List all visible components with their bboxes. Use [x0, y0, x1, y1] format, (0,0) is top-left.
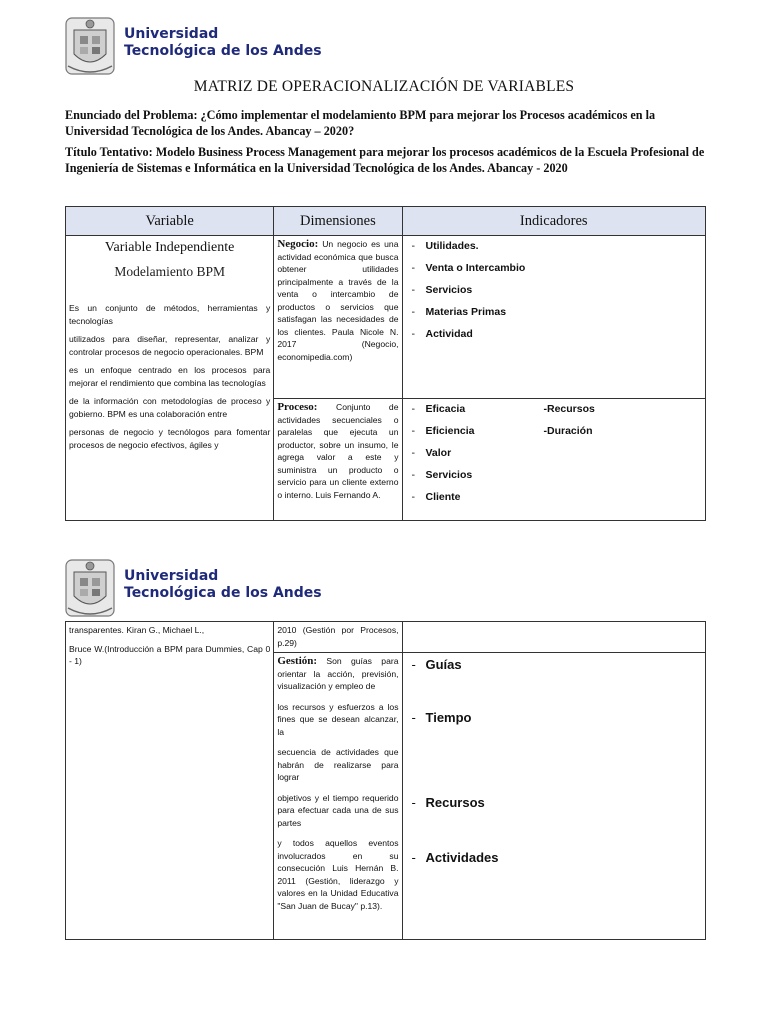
gestion-part: secuencia de actividades que habrán de realizarse para lograr — [277, 747, 399, 782]
indicator-item: - Venta o Intercambio — [411, 262, 526, 274]
dimension-proceso — [274, 399, 402, 521]
desc-paragraph: transparentes. Kiran G., Michael L., — [69, 625, 205, 635]
university-crest-icon — [64, 558, 116, 618]
desc-paragraph: es un enfoque centrado en los procesos para mejorar el rendimiento que combina las tecnologías — [69, 365, 271, 388]
header-dimensiones: Dimensiones — [274, 207, 402, 236]
indicators-empty-cell — [402, 622, 706, 653]
table-header-row — [66, 207, 706, 236]
table-row — [66, 622, 706, 653]
dimension-label: Gestión: — [277, 655, 318, 667]
indicator-item: - Eficacia -Recursos — [411, 403, 595, 416]
indicator-item: - Servicios — [411, 284, 473, 296]
header-indicadores: Indicadores — [402, 207, 706, 236]
indicator-item: - Utilidades. — [411, 240, 479, 252]
logo-line-1: Universidad — [124, 568, 219, 584]
logo-line-2: Tecnológica de los Andes — [124, 43, 322, 59]
gestion-part — [277, 655, 398, 693]
indicator-item: - Valor — [411, 447, 452, 460]
document-title: MATRIZ DE OPERACIONALIZACIÓN DE VARIABLES — [193, 78, 575, 95]
indicator-item: - Tiempo — [411, 710, 472, 725]
gestion-part: objetivos y el tiempo requerido para efectuar cada una de sus partes — [277, 792, 399, 828]
indicator-list — [406, 657, 703, 865]
dimension-label: Negocio: — [277, 238, 319, 250]
indicator-item: - Actividad — [411, 328, 473, 340]
variable-cell — [66, 236, 274, 521]
desc-paragraph: Bruce W.(Introducción a BPM para Dummies, Cap 0 - 1) — [69, 643, 271, 666]
indicator-item: - Recursos — [411, 795, 485, 810]
logo-line-1: Universidad — [124, 26, 219, 42]
desc-paragraph: Es un conjunto de métodos, herramientas y tecnologías — [69, 303, 271, 326]
indicator-item: - Eficiencia -Duración — [411, 425, 593, 438]
indicators-proceso — [402, 399, 706, 521]
dimension-negocio — [274, 236, 402, 399]
dimension-text: Un negocio es una actividad económica que busca obtener utilidades principalmente a través de la venta o intercambio de productos o servicios que satisfagan las necesidades de los clientes. Paula Nicole N. 2017 (Negocio, economipedia.com) — [277, 239, 399, 362]
variable-title: Variable Independiente — [104, 240, 235, 255]
desc-paragraph: de la información con metodologías de proceso y gobierno. BPM es una colaboración entre — [69, 396, 271, 419]
table-row — [66, 236, 706, 399]
desc-paragraph: utilizados para diseñar, representar, analizar y controlar procesos de negocio operacionales. BPM — [69, 334, 271, 357]
dimension-text: Son guías para orientar la acción, previsión, visualización y empleo de — [277, 656, 399, 691]
operationalization-table-continued — [65, 621, 706, 940]
university-logo-text — [124, 568, 322, 602]
indicator-list — [406, 240, 703, 340]
indicator-item: - Actividades — [411, 850, 499, 865]
problem-statement: Enunciado del Problema: ¿Cómo implementar el modelamiento BPM para mejorar los Procesos académicos en la Universidad Tecnológica de los Andes. Abancay – 2020? — [65, 108, 656, 138]
indicator-item: - Cliente — [411, 491, 461, 504]
indicator-item: - Materias Primas — [411, 306, 507, 318]
variable-name: Modelamiento BPM — [114, 264, 225, 279]
dimension-proceso-continued: 2010 (Gestión por Procesos, p.29) — [274, 622, 402, 653]
gestion-part: los recursos y esfuerzos a los fines que se desean alcanzar, la — [277, 701, 399, 737]
dimension-gestion — [274, 653, 402, 940]
operationalization-table — [65, 206, 706, 521]
header-variable: Variable — [66, 207, 274, 236]
desc-paragraph: personas de negocio y tecnólogos para fomentar procesos de negocio efectivos, ágiles y — [69, 427, 271, 450]
indicators-negocio — [402, 236, 706, 399]
indicator-item: - Guías — [411, 657, 462, 672]
university-logo-text — [124, 26, 322, 60]
variable-cell-continued — [66, 622, 274, 940]
university-crest-icon — [64, 16, 116, 76]
tentative-title: Título Tentativo: Modelo Business Process Management para mejorar los procesos académicos de la Escuela Profesional de Ingeniería de Sistemas e Informática en la Universidad Tecnológica de los Andes. Abancay - 2020 — [65, 145, 705, 175]
logo-line-2: Tecnológica de los Andes — [124, 585, 322, 601]
dimension-label: Proceso: — [277, 401, 318, 414]
indicator-item: - Servicios — [411, 469, 473, 482]
indicator-list — [406, 403, 703, 503]
variable-description — [69, 302, 270, 451]
dimension-text: Conjunto de actividades secuenciales o paralelas que ejecuta un productor, sobre un insumo, le agrega valor a este y suministra un producto o servicio para un cliente externo o interno. Luis Fernando A. — [277, 402, 399, 500]
gestion-part: y todos aquellos eventos involucrados en su consecución Luis Hernán B. 2011 (Gestión, liderazgo y valores en la Unidad Educativa "San Juan de Bucay" p.13). — [277, 838, 399, 911]
indicators-gestion — [402, 653, 706, 940]
